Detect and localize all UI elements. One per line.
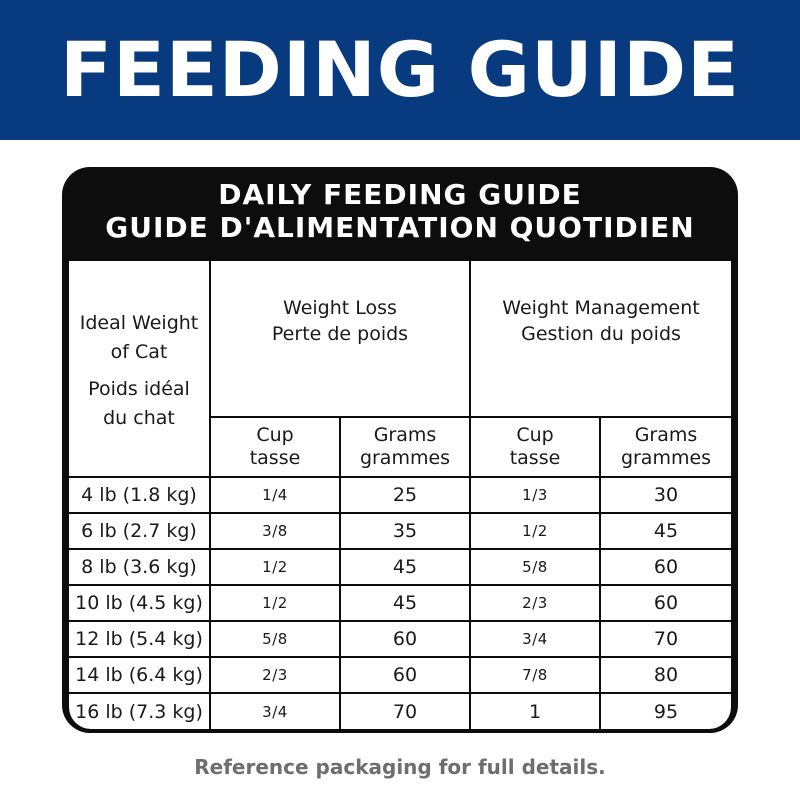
loss-grams-cell: 45	[340, 585, 470, 621]
loss-cup-cell: 3/8	[210, 513, 340, 549]
weight-cell: 10 lb (4.5 kg)	[69, 585, 210, 621]
weight-column-header	[69, 261, 210, 477]
mgmt-grams-cell: 80	[600, 657, 731, 693]
subheader-en: Cup	[256, 424, 294, 446]
weight-header-line: Ideal Weight	[79, 311, 199, 334]
mgmt-cup-cell: 3/4	[470, 621, 600, 657]
table-row	[69, 621, 731, 657]
weight-header-line: du chat	[103, 406, 175, 429]
loss-grams-cell: 35	[340, 513, 470, 549]
weight-cell: 12 lb (5.4 kg)	[69, 621, 210, 657]
mgmt-grams-cell: 45	[600, 513, 731, 549]
loss-cup-cell: 5/8	[210, 621, 340, 657]
mgmt-cup-cell: 1	[470, 693, 600, 729]
mgmt-grams-cell: 60	[600, 549, 731, 585]
loss-cup-cell: 1/2	[210, 585, 340, 621]
card-title	[0, 178, 800, 244]
mgmt-cup-cell: 1/3	[470, 477, 600, 513]
group-label-en: Weight Management	[502, 296, 700, 319]
subheader-fr: grammes	[620, 447, 712, 469]
loss-grams-cell: 45	[340, 549, 470, 585]
table-row	[69, 477, 731, 513]
weight-cell: 16 lb (7.3 kg)	[69, 693, 210, 729]
table-row	[69, 549, 731, 585]
subheader-fr: grammes	[359, 447, 451, 469]
table-row	[69, 657, 731, 693]
loss-cup-cell: 2/3	[210, 657, 340, 693]
table-row	[69, 585, 731, 621]
subheader-en: Cup	[516, 424, 554, 446]
feeding-table	[69, 261, 731, 729]
loss-grams-header	[340, 417, 470, 477]
loss-cup-cell: 1/4	[210, 477, 340, 513]
group-label-fr: Gestion du poids	[521, 322, 681, 345]
table-row	[69, 693, 731, 729]
mgmt-grams-header	[600, 417, 731, 477]
mgmt-cup-header	[470, 417, 600, 477]
group-label-fr: Perte de poids	[271, 322, 409, 345]
weight-cell: 4 lb (1.8 kg)	[69, 477, 210, 513]
mgmt-cup-cell: 2/3	[470, 585, 600, 621]
table-row	[69, 513, 731, 549]
card-title-en: DAILY FEEDING GUIDE	[218, 178, 582, 211]
weight-cell: 8 lb (3.6 kg)	[69, 549, 210, 585]
group-label-en: Weight Loss	[283, 296, 397, 319]
loss-grams-cell: 70	[340, 693, 470, 729]
subheader-fr: tasse	[249, 447, 301, 469]
subheader-en: Grams	[634, 424, 698, 446]
loss-grams-cell: 60	[340, 657, 470, 693]
weight-header-line: Poids idéal	[88, 377, 190, 400]
mgmt-grams-cell: 30	[600, 477, 731, 513]
weight-loss-header	[210, 261, 470, 417]
subheader-fr: tasse	[509, 447, 561, 469]
mgmt-grams-cell: 95	[600, 693, 731, 729]
loss-cup-cell: 3/4	[210, 693, 340, 729]
weight-header-line: of Cat	[110, 340, 168, 363]
mgmt-cup-cell: 5/8	[470, 549, 600, 585]
card-title-fr: GUIDE D'ALIMENTATION QUOTIDIEN	[105, 211, 695, 244]
mgmt-cup-cell: 7/8	[470, 657, 600, 693]
loss-grams-cell: 60	[340, 621, 470, 657]
loss-grams-cell: 25	[340, 477, 470, 513]
mgmt-cup-cell: 1/2	[470, 513, 600, 549]
mgmt-grams-cell: 70	[600, 621, 731, 657]
mgmt-grams-cell: 60	[600, 585, 731, 621]
loss-cup-cell: 1/2	[210, 549, 340, 585]
loss-cup-header	[210, 417, 340, 477]
weight-cell: 14 lb (6.4 kg)	[69, 657, 210, 693]
page-title: FEEDING GUIDE	[60, 25, 740, 114]
weight-management-header	[470, 261, 731, 417]
weight-cell: 6 lb (2.7 kg)	[69, 513, 210, 549]
header-banner	[0, 0, 800, 140]
footer-note: Reference packaging for full details.	[194, 755, 606, 779]
subheader-en: Grams	[373, 424, 437, 446]
